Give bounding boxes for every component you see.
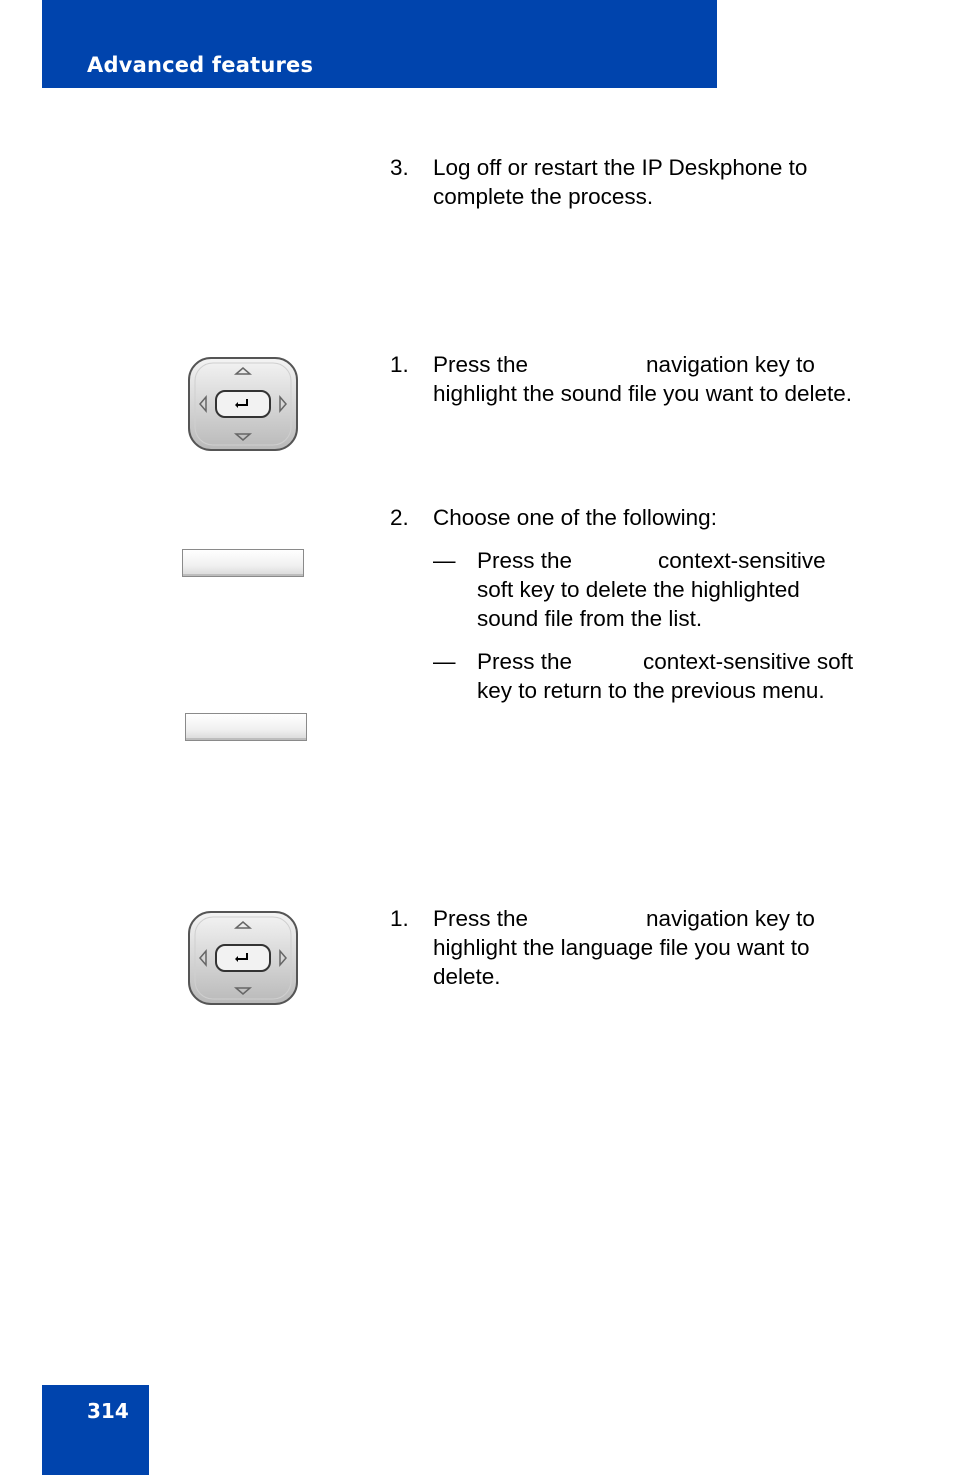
page-number: 314 [87,1399,129,1423]
option-text [477,647,867,705]
page-number-box [42,1385,149,1475]
step-text [433,904,863,991]
option-dash: — [433,548,456,573]
navigation-cluster-icon [187,910,299,1006]
option-text-before: Press the [477,649,573,674]
soft-key-icon [182,549,304,577]
option-text [477,546,867,633]
option-text-after: context-sensitive soft key to return to the previous menu. [477,649,854,703]
step-text-before: Press the [433,352,529,377]
step-number: 3. [390,155,409,180]
soft-key-icon [185,713,307,741]
header-bar [42,0,717,88]
step-number: 2. [390,505,409,530]
navigation-cluster-icon [187,356,299,452]
step-text-after: navigation key to highlight the language file you want to delete. [433,906,815,989]
step-text: Log off or restart the IP Deskphone to complete the process. [433,155,808,209]
step-text-before: Press the [433,906,529,931]
step-number: 1. [390,906,409,931]
step-text: Choose one of the following: [433,505,717,530]
header-title: Advanced features [87,53,314,77]
step-text [433,350,863,408]
step-number: 1. [390,352,409,377]
option-text-before: Press the [477,548,573,573]
step-text-after: navigation key to highlight the sound file you want to delete. [433,352,853,406]
option-text-after: context-sensitive soft key to delete the highlighted sound file from the list. [477,548,826,631]
option-dash: — [433,649,456,674]
